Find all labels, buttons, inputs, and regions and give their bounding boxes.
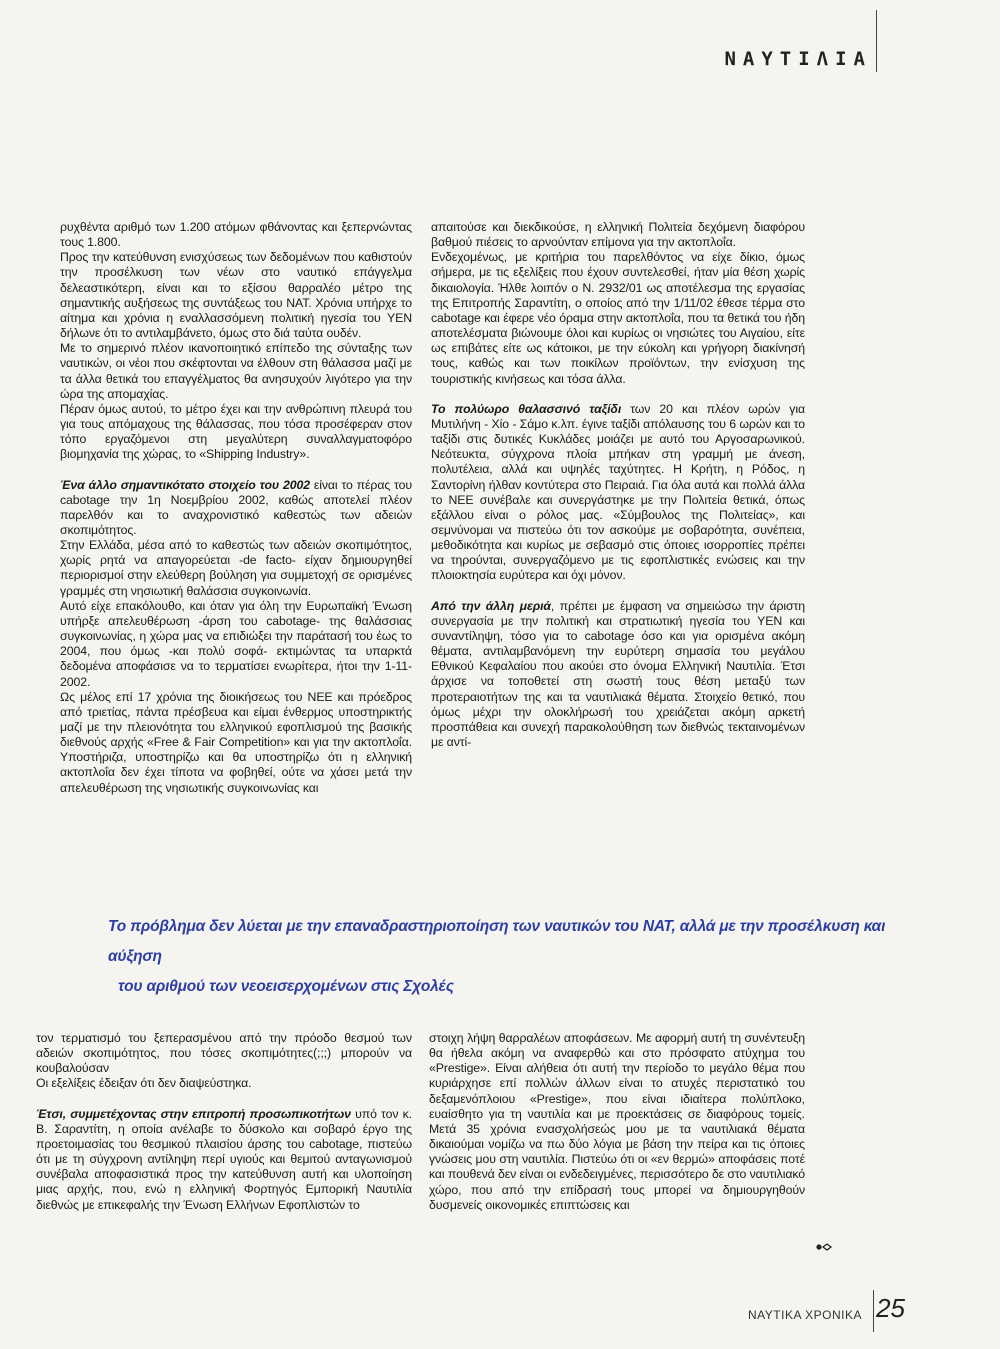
paragraph-text: υπό τον κ. Β. Σαραντίτη, η οποία ανέλαβε το δύσκολο και σοβαρό έργο της προετοιμασίας του θεσμικού πλαισίου άρσης του cabotage, πιστεύω ότι με τη σύγχρονη αντίληψη περί υγιούς και θεμιτού ανταγωνισμού συνέβαλα αποφασιστικά προς την κατεύθυνση αυτή και υλοποίηση μιας αρχής, που, ενώ η ελληνική Φορτηγός Εμπορική Ναυτιλία διεθνώς με επικεφαλής την Ένωση Ελλήνων Εφοπλιστών το	[36, 1106, 412, 1212]
paragraph-lead: Ένα άλλο σημαντικότατο στοιχείο του 2002	[60, 477, 310, 492]
paragraph-text: Προς την κατεύθυνση ενισχύσεως των δεδομένων που καθιστούν την προσέλκυση των νέων στο ναυτικό επάγγελμα δελεαστικότερη, είναι και το εξίσου θαρραλέο μέτρο της σημαντικής αυξήσεως της συντάξεως του ΝΑΤ. Χρόνια υπήρχε το αίτημα και χρόνια η εναλλασσόμενη πολιτική ηγεσία του ΥΕΝ δήλωνε ότι το αντιλαμβάνετο, όμως στο διά ταύτα ουδέν.	[60, 250, 412, 341]
paragraph	[60, 341, 412, 402]
lower-right-column	[429, 1031, 805, 1213]
paragraph	[36, 1076, 412, 1091]
paragraph-text: , πρέπει με έμφαση να σημειώσω την άριστη συνεργασία με την πολιτική και στρατιωτική ηγεσία του ΥΕΝ και συναντίληψη, τόσο για το cabotage όσο και για ορισμένα ακόμη θέματα, αντιλαμβανόμενη την ευρύτερη σημασία του μεγάλου Εθνικού Κεφαλαίου που ακούει στο όνομα Ελληνική Ναυτιλία. Έτσι άρχισε να τοποθετεί στη σωστή τους θέση μεταξύ των προτεραιοτήτων της και τα ναυτιλιακά θέματα. Στοιχείο θετικό, που όμως μέχρι την ολοκλήρωσή του χρειάζεται ακόμη αρκετή προσπάθεια και συνεχή παρακολούθηση των διεθνώς τεκταινομένων με αντί-	[431, 598, 806, 749]
paragraph-text: είναι το πέρας του cabotage την 1η Νοεμβρίου 2002, καθώς αποτελεί πλέον παρελθόν και το αναχρονιστικό καθεστώς των αδειών σκοπιμότητος.	[60, 477, 412, 537]
paragraph	[429, 1031, 805, 1213]
lower-left-column	[36, 1031, 412, 1213]
pull-quote	[108, 912, 888, 1002]
paragraph-text: Ενδεχομένως, με κριτήρια του παρελθόντος να είχε δίκιο, όμως σήμερα, με τις εξελίξεις που έχουν συντελεσθεί, ήταν μία θέση χωρίς δικαιολογία. Ήλθε λοιπόν ο Ν. 2932/01 ως αποτέλεσμα της εργασίας της Επιτροπής Σαραντίτη, ο οποίος από την 1/11/02 έθεσε τέρμα στο cabotage και έφερε νέο όραμα στην ακτοπλοΐα, που τα θετικά του ήδη αποτελέσματα βιώνουμε όλοι και κυρίως οι νησιώτες του Αιγαίου, είτε ως επιβάτες είτε ως κάτοικοι, με την εύκολη και γρήγορη διακίνησή τους, καθώς και των ποικίλων προϊόντων, την ενίσχυση της τουριστικής κινήσεως και τόσα άλλα.	[431, 250, 805, 386]
paragraph-text: Με το σημερινό πλέον ικανοποιητικό επίπεδο της σύνταξης των ναυτικών, οι νέοι που σκέφτονται να έλθουν στη θάλασσα μαζί με τα άλλα θετικά του επαγγέλματος θα ανησυχούν λιγότερο για την ώρα της απομαχίας.	[60, 341, 412, 401]
paragraph	[431, 250, 805, 386]
upper-right-column	[431, 220, 805, 750]
header-rule	[876, 10, 877, 72]
page-number: 25	[876, 1293, 905, 1323]
footer-rule	[873, 1290, 874, 1332]
paragraph-text: Αυτό είχε επακόλουθο, και όταν για όλη την Ευρωπαϊκή Ένωση υπήρξε απελευθέρωση -άρση του cabotage- της θαλάσσιας συγκοινωνίας, η χώρα μας να επιδιώξει την παράτασή του έως το 2004, που όμως -και πολύ σοφά- εκτιμώντας τα υπαρκτά δεδομένα αποφάσισε να το τερματίσει ενωρίτερα, ήτοι την 1-11-2002.	[60, 598, 412, 689]
footer-magazine-name: ΝΑΥΤΙΚΑ ΧΡΟΝΙΚΑ	[748, 1308, 862, 1322]
section-title: ΝΑΥΤΙΛΙΑ	[724, 48, 872, 70]
paragraph-text: στοιχη λήψη θαρραλέων αποφάσεων. Με αφορμή αυτή τη συνέντευξη θα ήθελα ακόμη να αναφερθώ και στο πρόσφατο ατύχημα του «Prestige». Είναι αλήθεια ότι αυτή την περίοδο το μεγάλο θέμα που κυριάρχησε επί πολλών άλλων είναι το ατυχές περιστατικό του δεξαμενόπλοιου «Prestige», που είναι ιδιαίτερα πολύπλοκο, ευαίσθητο για τη ναυτιλία και με προεκτάσεις σε διαφόρους τομείς. Μετά 35 χρόνια ενασχολήσεώς μου με τα ναυτιλιακά θέματα δικαιούμαι νομίζω να πω δύο λόγια με βάση την πείρα και τις όποιες γνώσεις μου στη ναυτιλία. Πιστεύω ότι οι «εν θερμώ» αποφάσεις ποτέ και πουθενά δεν είναι οι ενδεδειγμένες, περισσότερο δε στο ναυτιλιακό χώρο, που από την επίδρασή τους μπορεί να δημιουργηθούν δυσμενείς οικονομικές επιπτώσεις και	[429, 1031, 805, 1212]
paragraph-text: Στην Ελλάδα, μέσα από το καθεστώς των αδειών σκοπιμότητος, χωρίς ρητά να απαγορεύεται -de facto- είχαν δημιουργηθεί περιορισμοί στην ελεύθερη βούληση για συμμετοχή σε ορισμένες γραμμές στη νησιωτική θαλάσσια συγκοινωνία.	[60, 538, 412, 598]
paragraph	[60, 538, 412, 599]
paragraph	[60, 250, 412, 341]
paragraph-text: τον τερματισμό του ξεπερασμένου από την πρόοδο θεσμού των αδειών σκοπιμότητος, που τόσες σκοπιμότητες(;;;) μπορούν να κουβαλούσαν	[36, 1031, 412, 1076]
paragraph	[431, 402, 805, 584]
paragraph	[36, 1031, 412, 1076]
paragraph-text: των 20 και πλέον ωρών για Μυτιλήνη - Χίο - Σάμο κ.λπ. έγινε ταξίδι απόλαυσης του 6 ωρών και το ταξίδι στις δυτικές Κυκλάδες μοιάζει με αυτό του Αργοσαρωνικού. Νεότευκτα, σύγχρονα πλοία μπήκαν στη γραμμή με άνεση, πολυτέλεια, αλλά και υψηλές ταχύτητες. Η Κρήτη, η Ρόδος, η Σαντορίνη ήλθαν κοντύτερα στο Πειραιά. Για όλα αυτά και πολλά άλλα το ΝΕΕ συνέβαλε και συνεργάστηκε με την Πολιτεία θετικά, όπως εξάλλου είναι ο ρόλος μας. «Σύμβουλος της Πολιτείας», και σεμνύνομαι να πιστεύω ότι τον ασκούμε με σοβαρότητα, συνέπεια, μεθοδικότητα και κυρίως με σεβασμό στις όποιες ισορροπίες πρέπει να τηρούνται, συνεργαζόμενο με τις εφοπλιστικές ενώσεις και την πλοιοκτησία ευρύτερα και όχι μόνον.	[431, 401, 805, 583]
pull-quote-line-2: του αριθμού των νεοεισερχομένων στις Σχολές	[118, 978, 454, 995]
paragraph	[60, 478, 412, 539]
paragraph	[431, 599, 805, 751]
paragraph-lead: Το πολύωρο θαλασσινό ταξίδι	[431, 401, 622, 416]
paragraph-text: απαιτούσε και διεκδικούσε, η ελληνική Πολιτεία δεχόμενη διαφόρου βαθμού πιέσεις το αρνούνταν επίμονα για την ακτοπλοΐα.	[431, 220, 805, 250]
paragraph	[60, 220, 412, 250]
paragraph-lead: Από την άλλη μεριά	[431, 598, 551, 613]
paragraph	[431, 220, 805, 250]
paragraph	[60, 690, 412, 796]
pull-quote-line-1: Το πρόβλημα δεν λύεται με την επαναδραστηριοποίηση των ναυτικών του ΝΑΤ, αλλά με την προσέλκυση και αύξηση	[108, 918, 886, 965]
end-mark-icon	[816, 1243, 834, 1251]
paragraph	[60, 599, 412, 690]
paragraph-lead: Έτσι, συμμετέχοντας στην επιτροπή προσωπικοτήτων	[36, 1106, 351, 1121]
paragraph	[60, 402, 412, 463]
paragraph-text: ρυχθέντα αριθμό των 1.200 ατόμων φθάνοντας και ξεπερνώντας τους 1.800.	[60, 220, 412, 250]
upper-left-column	[60, 220, 412, 796]
paragraph	[36, 1107, 412, 1213]
paragraph-text: Οι εξελίξεις έδειξαν ότι δεν διαψεύστηκα.	[36, 1076, 252, 1091]
paragraph-text: Ως μέλος επί 17 χρόνια της διοικήσεως του ΝΕΕ και πρόεδρος από τριετίας, πάντα πρέσβευα και είμαι ένθερμος υποστηρικτής μαζί με την πλειονότητα του ελληνικού εφοπλισμού της βασικής διεθνούς αρχής «Free & Fair Competition» και για την ακτοπλοΐα. Υποστήριζα, υποστηρίζω και θα υποστηρίζω ότι η ελληνική ακτοπλοΐα δεν έχει τίποτα να φοβηθεί, ούτε να χάσει μετά την απελευθέρωση της νησιωτικής συγκοινωνίας και	[60, 689, 412, 795]
paragraph-text: Πέραν όμως αυτού, το μέτρο έχει και την ανθρώπινη πλευρά του για τους απόμαχους της θάλασσας, που τόσα προσέφεραν στον τόπο εργαζόμενοι στη μεγαλύτερη συναλλαγματοφόρο βιομηχανία της χώρας, το «Shipping Industry».	[60, 401, 412, 462]
